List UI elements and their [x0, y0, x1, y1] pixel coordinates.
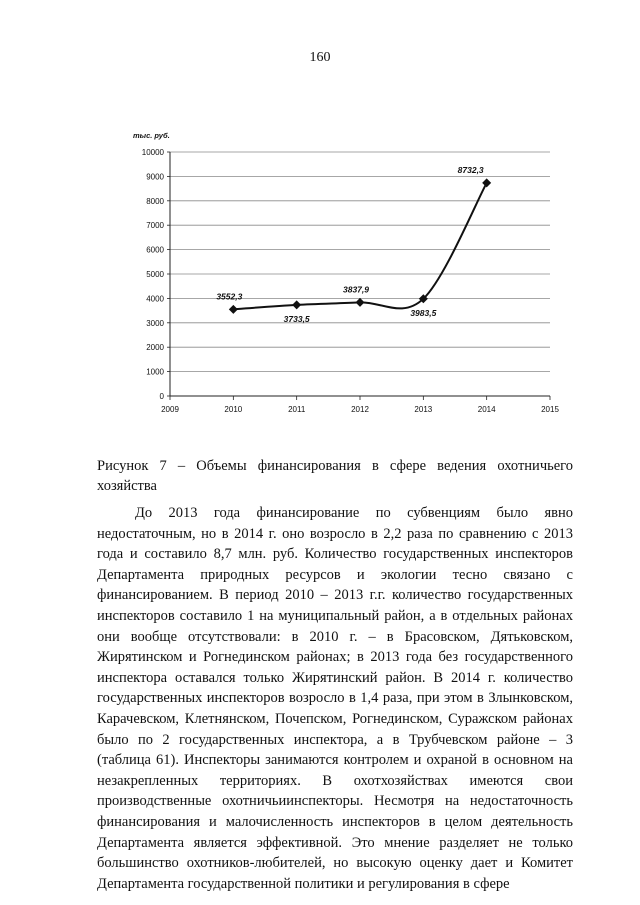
data-point-2011	[292, 300, 301, 309]
data-label-2010: 3552,3	[216, 291, 243, 302]
y-tick-label-0: 0	[159, 392, 164, 401]
data-point-2012	[356, 298, 365, 307]
y-unit-label: тыс. руб.	[133, 131, 170, 140]
y-tick-label-8000: 8000	[146, 196, 164, 206]
x-tick-label-2014: 2014	[477, 405, 496, 414]
funding-line-chart	[125, 125, 565, 425]
y-tick-label-6000: 6000	[146, 245, 164, 255]
figure-caption: Рисунок 7 – Объемы финансирования в сфере ведения охотничьего хозяйства	[97, 458, 573, 494]
y-tick-label-2000: 2000	[146, 343, 164, 353]
data-point-2014	[482, 178, 491, 187]
y-tick-label-4000: 4000	[146, 294, 164, 304]
x-tick-label-2010: 2010	[224, 405, 243, 414]
x-tick-label-2015: 2015	[541, 405, 559, 414]
y-tick-label-1000: 1000	[146, 367, 164, 377]
y-tick-label-7000: 7000	[146, 221, 164, 231]
x-tick-label-2012: 2012	[351, 405, 369, 414]
data-point-2010	[229, 305, 238, 314]
y-tick-label-10000: 10000	[141, 148, 164, 157]
x-tick-label-2013: 2013	[414, 405, 433, 414]
y-tick-label-5000: 5000	[146, 270, 164, 279]
x-tick-label-2011: 2011	[288, 405, 306, 414]
y-tick-label-9000: 9000	[146, 172, 164, 182]
data-label-2011: 3733,5	[283, 313, 310, 324]
data-label-2014: 8732,3	[457, 164, 484, 175]
y-tick-label-3000: 3000	[146, 318, 164, 328]
data-label-2013: 3983,5	[410, 307, 437, 318]
x-tick-label-2009: 2009	[161, 405, 179, 414]
body-paragraph: До 2013 года финансирование по субвенциям было явно недостаточным, но в 2014 г. оно возросло в 2,2 раза по сравнению с 2013 года и составило 8,7 млн. руб. Количество государственных инспекторов Департамента природных ресурсов и экологии тесно связано с финансированием. В период 2010 – 2013 г.г. количество государственных инспекторов составило 1 на муниципальный район, а в отдельных районах они вообще отсутствовали: в 2010 г. – в Брасовском, Дятьковском, Жирятинском и Рогнединском районах; в 2013 года без государственного инспектора оставался только Жирятинский район. В 2014 г. количество государственных инспекторов возросло в 1,4 раза, при этом в Злынковском, Карачевском, Клетнянском, Почепском, Рогнединском, Суражском районах было по 2 государственных инспектора, а в Трубчевском районе – 3 (таблица 61). Инспекторы занимаются контролем и охраной в основном на незакрепленных территориях. В охотхозяйствах имеются свои производственные охотничьиинспекторы. Несмотря на недостаточность финансирования и малочисленность инспекторов в целом деятельность Департамента является эффективной. Это мнение разделяет не только большинство охотников-любителей, но высокую оценку дает и Комитет Департамента государственной политики и регулирования в сфере	[97, 505, 573, 892]
page-number: 160	[309, 50, 331, 65]
data-label-2012: 3837,9	[343, 284, 369, 295]
